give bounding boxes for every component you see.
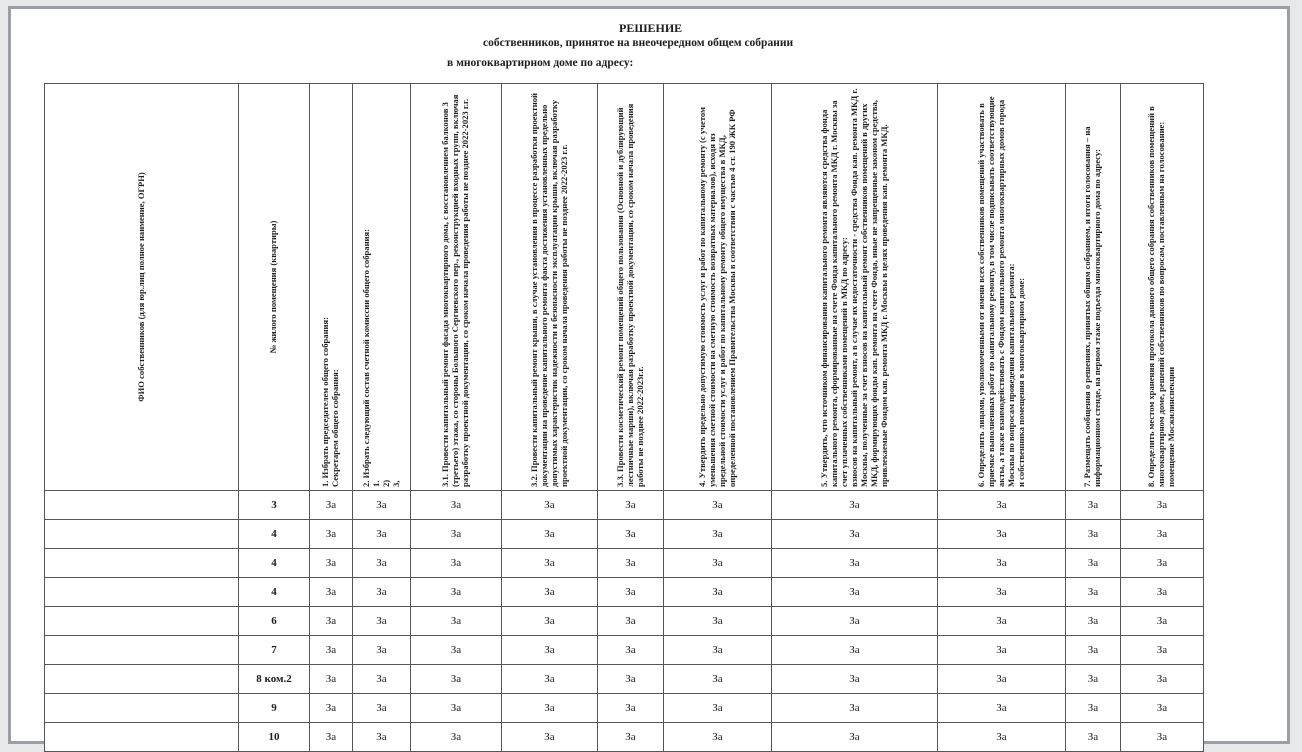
vote-cell: За bbox=[1121, 723, 1204, 752]
vote-cell: За bbox=[1121, 491, 1204, 520]
vote-cell: За bbox=[502, 723, 598, 752]
vote-cell: За bbox=[502, 491, 598, 520]
header-cell-2 bbox=[239, 84, 310, 491]
table-header-row bbox=[45, 84, 1204, 491]
owner-name-cell bbox=[45, 636, 239, 665]
question-text bbox=[530, 87, 570, 487]
vote-cell: За bbox=[353, 723, 411, 752]
vote-cell: За bbox=[353, 636, 411, 665]
vote-cell: За bbox=[772, 578, 938, 607]
vote-cell: За bbox=[1121, 520, 1204, 549]
vote-cell: За bbox=[353, 491, 411, 520]
header-cell-3 bbox=[310, 84, 353, 491]
owner-name-cell bbox=[45, 520, 239, 549]
vote-cell: За bbox=[1066, 723, 1121, 752]
vote-cell: За bbox=[772, 694, 938, 723]
apartment-number-cell: 7 bbox=[239, 636, 310, 665]
vote-cell: За bbox=[938, 607, 1066, 636]
table-row bbox=[45, 694, 1204, 723]
vote-cell: За bbox=[310, 694, 353, 723]
vote-cell: За bbox=[772, 665, 938, 694]
vote-cell: За bbox=[664, 665, 772, 694]
vote-cell: За bbox=[664, 694, 772, 723]
vote-cell: За bbox=[310, 491, 353, 520]
vote-cell: За bbox=[938, 636, 1066, 665]
vote-cell: За bbox=[772, 491, 938, 520]
vote-cell: За bbox=[938, 549, 1066, 578]
document-subtitle-line-1: собственников, принятое на внеочередном общем собрании bbox=[483, 37, 794, 49]
vote-cell: За bbox=[502, 636, 598, 665]
table-row bbox=[45, 723, 1204, 752]
vote-cell: За bbox=[353, 665, 411, 694]
vote-cell: За bbox=[310, 723, 353, 752]
vote-cell: За bbox=[1121, 665, 1204, 694]
vote-cell: За bbox=[1121, 578, 1204, 607]
table-row bbox=[45, 636, 1204, 665]
header-cell-6 bbox=[502, 84, 598, 491]
document-page bbox=[8, 6, 1290, 744]
owner-name-cell bbox=[45, 723, 239, 752]
question-text-line: и собственника помещения в многоквартирном доме: bbox=[1015, 277, 1026, 487]
vote-cell: За bbox=[411, 665, 502, 694]
table-row bbox=[45, 578, 1204, 607]
header-cell-1 bbox=[45, 84, 239, 491]
vote-cell: За bbox=[1066, 520, 1121, 549]
apartment-number-cell: 6 bbox=[239, 607, 310, 636]
header-cell-10 bbox=[938, 84, 1066, 491]
owner-name-cell bbox=[45, 578, 239, 607]
question-text bbox=[1147, 87, 1177, 487]
vote-cell: За bbox=[938, 723, 1066, 752]
owner-name-cell bbox=[45, 491, 239, 520]
vote-cell: За bbox=[1066, 665, 1121, 694]
owner-name-cell bbox=[45, 549, 239, 578]
vote-cell: За bbox=[411, 578, 502, 607]
question-text-line: 2) bbox=[380, 479, 391, 487]
header-cell-8 bbox=[664, 84, 772, 491]
question-text bbox=[321, 87, 341, 487]
question-text-line: 3, bbox=[390, 480, 401, 487]
header-cell-7 bbox=[598, 84, 664, 491]
vote-cell: За bbox=[664, 578, 772, 607]
question-text-line: 8. Определить местом хранения протокола данного общего собрания собственников помещений в многоквартирном доме, решений собственников по вопросам, поставленным на голосование: помещение Мосжилинспекции bbox=[1146, 106, 1176, 487]
vote-cell: За bbox=[411, 723, 502, 752]
apartment-number-cell: 8 ком.2 bbox=[239, 665, 310, 694]
question-text-line: 4. Утвердить предельно допустимую стоимость услуг и работ по капитальному ремонту (с учетом уменьшения сметной стоимости на сметную стоимость возвратных материалов), исходя из предельной стоимости услуг и работ по капитальному ремонту общего имущества в МКД, определенной постановлением Правительства Москвы в соответствии с частью 4 ст. 190 ЖК РФ bbox=[696, 107, 737, 487]
question-text-line: 6. Определить лицами, уполномоченными от имени всех собственников помещений участвовать в приемке выполненных работ по капитальному ремонту, в том числе подписывать соответствующие акты, а также взаимодействовать с Фондом капитального ремонта многоквартирных домов города Москвы по вопросам проведения капитального ремонта: bbox=[975, 96, 1016, 487]
apartment-number-cell: 4 bbox=[239, 578, 310, 607]
question-text-line: 1. bbox=[370, 480, 381, 487]
vote-cell: За bbox=[502, 578, 598, 607]
vote-cell: За bbox=[411, 694, 502, 723]
apartment-number-cell: 4 bbox=[239, 520, 310, 549]
vote-cell: За bbox=[411, 520, 502, 549]
apartment-number-cell: 9 bbox=[239, 694, 310, 723]
vote-cell: За bbox=[772, 607, 938, 636]
vote-cell: За bbox=[1121, 549, 1204, 578]
apartment-number-cell: 10 bbox=[239, 723, 310, 752]
vote-cell: За bbox=[938, 694, 1066, 723]
owner-name-cell bbox=[45, 665, 239, 694]
question-text-line: Секретарем общего собрания: bbox=[330, 369, 340, 487]
owner-name-cell bbox=[45, 607, 239, 636]
document-subtitle-line-2: в многоквартирном доме по адресу: bbox=[447, 57, 634, 69]
vote-cell: За bbox=[502, 520, 598, 549]
vote-cell: За bbox=[1121, 636, 1204, 665]
vote-cell: За bbox=[411, 607, 502, 636]
vote-cell: За bbox=[598, 520, 664, 549]
table-row bbox=[45, 520, 1204, 549]
vote-cell: За bbox=[1066, 694, 1121, 723]
vote-cell: За bbox=[772, 723, 938, 752]
vote-cell: За bbox=[353, 520, 411, 549]
vote-cell: За bbox=[310, 578, 353, 607]
vote-cell: За bbox=[598, 723, 664, 752]
vote-cell: За bbox=[502, 549, 598, 578]
vote-cell: За bbox=[598, 665, 664, 694]
vote-cell: За bbox=[411, 549, 502, 578]
decision-table bbox=[44, 83, 1204, 752]
vote-cell: За bbox=[1066, 607, 1121, 636]
vote-cell: За bbox=[664, 636, 772, 665]
vote-cell: За bbox=[310, 607, 353, 636]
question-text bbox=[616, 87, 646, 487]
vote-cell: За bbox=[1121, 607, 1204, 636]
vote-cell: За bbox=[938, 520, 1066, 549]
vote-cell: За bbox=[598, 549, 664, 578]
owner-name-cell bbox=[45, 694, 239, 723]
question-text-line: 5. Утвердить, что источником финансирования капитального ремонта являются средства фонда капитального ремонта, сформированные на счете Фонда капитального ремонта МКД г. Москвы за счет уплаченных собственниками помещений в МКД по адресу: bbox=[818, 100, 849, 487]
table-row bbox=[45, 665, 1204, 694]
vote-cell: За bbox=[502, 665, 598, 694]
vote-cell: За bbox=[598, 578, 664, 607]
question-text bbox=[441, 87, 471, 487]
vote-cell: За bbox=[772, 520, 938, 549]
vote-cell: За bbox=[310, 636, 353, 665]
header-cell-4 bbox=[353, 84, 411, 491]
vote-cell: За bbox=[353, 549, 411, 578]
vote-cell: За bbox=[353, 607, 411, 636]
header-cell-9 bbox=[772, 84, 938, 491]
vote-cell: За bbox=[1066, 491, 1121, 520]
question-text-line: 7. Размещать сообщения о решениях, принятых общим собранием, и итоги голосования – на информационном стенде, на первом этаже подъезда многоквартирного дома по адресу: bbox=[1082, 126, 1102, 487]
apartment-number-cell: 3 bbox=[239, 491, 310, 520]
header-cell-12 bbox=[1121, 84, 1204, 491]
vote-cell: За bbox=[353, 694, 411, 723]
question-text-line: 1. Избрать председателем общего собрания: bbox=[320, 317, 331, 487]
vote-cell: За bbox=[1066, 636, 1121, 665]
question-text-line: 3.2. Провести капитальный ремонт крыши, в случае установления в процессе разработки проектной документации на проведение капитального ремонта факта достижения установленных предельно допустимых характеристик надежности и безопасности эксплуатации крыши, включая разработку проектной документации, со сроком начала проведения работы не позднее 2022-2023 г.г. bbox=[528, 93, 569, 487]
question-text bbox=[137, 87, 147, 487]
vote-cell: За bbox=[598, 636, 664, 665]
question-text bbox=[977, 87, 1027, 487]
document-title: РЕШЕНИЕ bbox=[619, 21, 683, 35]
question-text-line: ФИО собственников (для юр.лиц полное наимение, ОГРН) bbox=[135, 172, 146, 402]
table-row bbox=[45, 491, 1204, 520]
vote-cell: За bbox=[664, 491, 772, 520]
question-text-line: 3.1. Провести капитальный ремонт фасада многоквартирного дома, с восстановлением балконов 3 (третьего) этажа, со стороны Большого Сергиевского пер., реконструкцией входных групп, включая разработку проектной документации, со сроком начала проведения работы не позднее 2022-2023 г.г. bbox=[440, 94, 470, 487]
vote-cell: За bbox=[310, 665, 353, 694]
apartment-number-cell: 4 bbox=[239, 549, 310, 578]
header-cell-5 bbox=[411, 84, 502, 491]
vote-cell: За bbox=[411, 636, 502, 665]
question-text-line: № жилого помещения (квартиры) bbox=[268, 220, 279, 354]
vote-cell: За bbox=[353, 578, 411, 607]
question-text bbox=[698, 87, 738, 487]
vote-cell: За bbox=[664, 723, 772, 752]
vote-cell: За bbox=[664, 607, 772, 636]
question-text bbox=[1083, 87, 1103, 487]
question-text-line: 2. Избрать следующий состав счетной комиссии общего собрания: bbox=[360, 228, 371, 487]
vote-cell: За bbox=[411, 491, 502, 520]
vote-cell: За bbox=[598, 491, 664, 520]
header-cell-11 bbox=[1066, 84, 1121, 491]
vote-cell: За bbox=[938, 578, 1066, 607]
question-text bbox=[269, 87, 279, 487]
question-text-line: взносов на капитальный ремонт, а в случае их недостаточности - средства Фонда кап. ремонта МКД г. Москвы, полученные за счет взносов на капитальный ремонт собственников помещений в других МКД, формирующих фонды кап. ремонта на счете Фонда, иные не запрещенные законом средства, привлекаемые Фондом кап. ремонта МКД г. Москвы в целях проведения кап. ремонта МКД. bbox=[848, 88, 889, 487]
vote-cell: За bbox=[310, 520, 353, 549]
table-row bbox=[45, 607, 1204, 636]
question-text-line: 3.3. Провести косметический ремонт помещений общего пользования (Основной и дублирующий лестничные марши), включая разработку проектной документации, со сроком начала проведения работы не позднее 2022-2023г.г. bbox=[614, 103, 645, 487]
vote-cell: За bbox=[664, 549, 772, 578]
vote-cell: За bbox=[598, 607, 664, 636]
question-text bbox=[820, 87, 890, 487]
vote-cell: За bbox=[664, 520, 772, 549]
table-row bbox=[45, 549, 1204, 578]
question-text bbox=[362, 87, 402, 487]
vote-cell: За bbox=[1066, 549, 1121, 578]
vote-cell: За bbox=[502, 694, 598, 723]
vote-cell: За bbox=[772, 549, 938, 578]
vote-cell: За bbox=[938, 491, 1066, 520]
vote-cell: За bbox=[1121, 694, 1204, 723]
vote-cell: За bbox=[772, 636, 938, 665]
vote-cell: За bbox=[1066, 578, 1121, 607]
vote-cell: За bbox=[598, 694, 664, 723]
vote-cell: За bbox=[502, 607, 598, 636]
vote-cell: За bbox=[310, 549, 353, 578]
vote-cell: За bbox=[938, 665, 1066, 694]
